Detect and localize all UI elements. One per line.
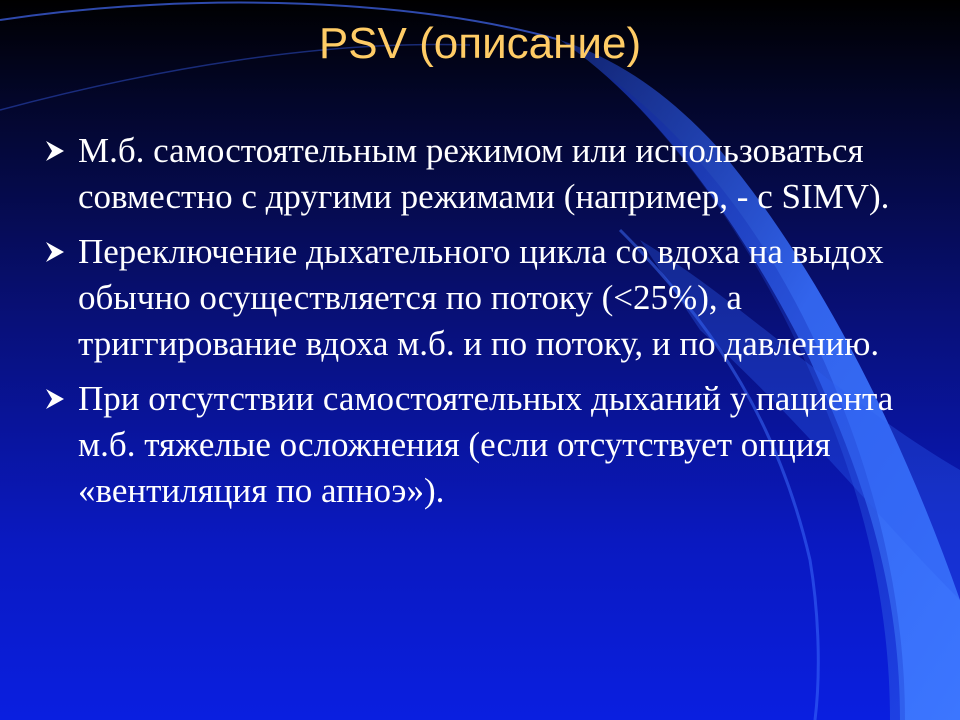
bullet-list <box>44 128 924 523</box>
arrowhead-bullet-icon <box>44 387 66 411</box>
bullet-text: При отсутствии самостоятельных дыханий у пациента м.б. тяжелые осложнения (если отсутствует опция «вентиляция по апноэ»). <box>78 379 894 510</box>
bullet-item <box>44 128 924 220</box>
slide-title: PSV (описание) <box>318 19 642 68</box>
bullet-text: Переключение дыхательного цикла со вдоха на выдох обычно осуществляется по потоку (<25%), а триггирование вдоха м.б. и по потоку, и по давлению. <box>78 232 884 363</box>
arrowhead-bullet-icon <box>44 139 66 163</box>
bullet-text: М.б. самостоятельным режимом или использоваться совместно с другими режимами (например, - с SIMV). <box>78 131 890 216</box>
bullet-item <box>44 229 924 367</box>
bullet-item <box>44 376 924 514</box>
arrowhead-bullet-icon <box>44 240 66 264</box>
